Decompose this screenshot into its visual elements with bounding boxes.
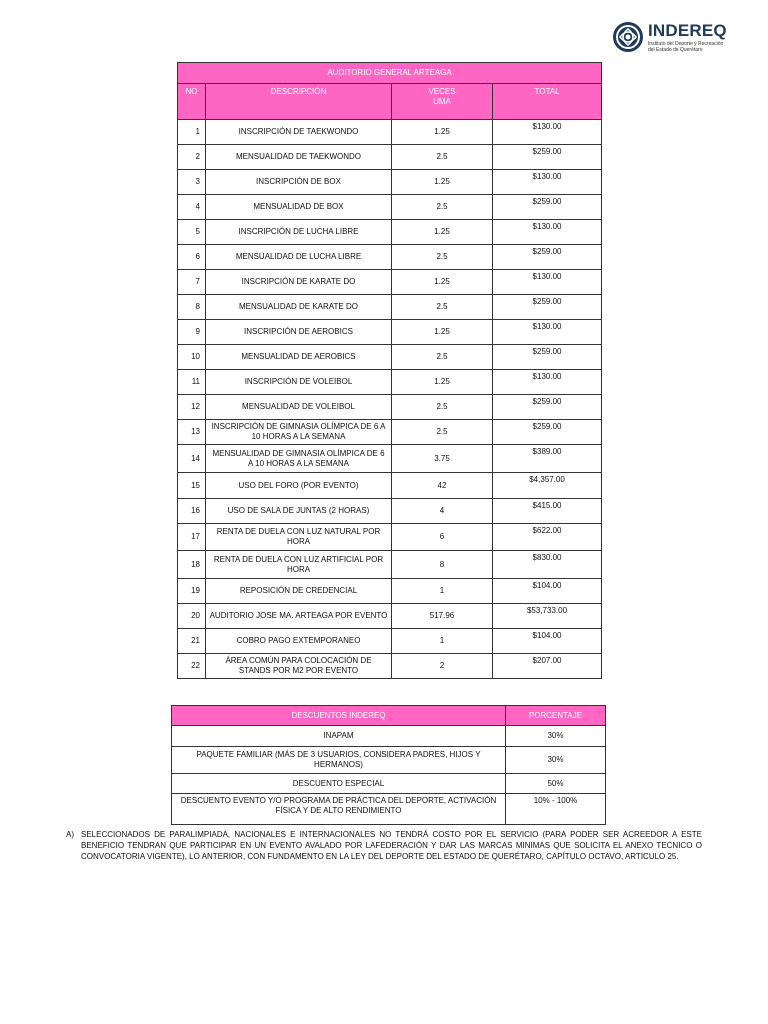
row-veces-uma: 2	[392, 654, 493, 679]
table-row	[178, 499, 602, 524]
row-total: $130.00	[493, 320, 602, 345]
table-row	[178, 579, 602, 604]
footnote-text: SELECCIONADOS DE PARALIMPIADA, NACIONALES E INTERNACIONALES NO TENDRÁ COSTO POR EL SERVICIO (PARA PODER SER ACREEDOR A ESTE BENEFICIO TENDRAN QUE PARTICIPAR EN UN EVENTO AVALADO POR LAFEDERACIÓN Y DAR LAS MARCAS MINIMAS QUE SOLICITA EL ANEXO TECNICO O CONVOCATORIA VIGENTE), LO ANTERIOR, CON FUNDAMENTO EN LA LEY DEL DEPORTE DEL ESTADO DE QUERÉTARO, CAPÍTULO OCTAVO, ARTICULO 25.	[81, 830, 702, 861]
row-veces-uma: 2.5	[392, 345, 493, 370]
logo-subtitle-1: Instituto del Deporte y Recreación	[648, 40, 724, 47]
table-row	[178, 604, 602, 629]
table-row	[178, 654, 602, 679]
row-total: $389.00	[493, 445, 602, 473]
row-veces-uma: 4	[392, 499, 493, 524]
table-row	[178, 473, 602, 499]
row-description: REPOSICIÓN DE CREDENCIAL	[206, 579, 392, 604]
row-total: $259.00	[493, 195, 602, 220]
table-row	[178, 445, 602, 473]
indereq-knot-logo-icon	[612, 21, 644, 53]
row-total: $4,357.00	[493, 473, 602, 499]
discount-description: INAPAM	[172, 726, 506, 747]
row-veces-uma: 3.75	[392, 445, 493, 473]
table-row	[178, 245, 602, 270]
table-row	[178, 320, 602, 345]
header-description: DESCRIPCIÓN	[206, 84, 392, 120]
row-description: INSCRIPCIÓN DE AEROBICS	[206, 320, 392, 345]
table-row	[178, 195, 602, 220]
row-number: 11	[178, 370, 206, 395]
row-veces-uma: 1.25	[392, 270, 493, 295]
row-veces-uma: 1	[392, 579, 493, 604]
discount-row	[172, 794, 606, 825]
row-veces-uma: 2.5	[392, 245, 493, 270]
discount-header-row	[172, 706, 606, 726]
row-veces-uma: 2.5	[392, 145, 493, 170]
row-veces-uma: 1.25	[392, 320, 493, 345]
row-total: $830.00	[493, 551, 602, 579]
row-description: MENSUALIDAD DE AEROBICS	[206, 345, 392, 370]
row-number: 4	[178, 195, 206, 220]
row-description: MENSUALIDAD DE KARATE DO	[206, 295, 392, 320]
row-veces-uma: 2.5	[392, 195, 493, 220]
table-row	[178, 145, 602, 170]
row-description: INSCRIPCIÓN DE KARATE DO	[206, 270, 392, 295]
header-uma: UMA	[433, 97, 451, 106]
row-veces-uma: 1.25	[392, 220, 493, 245]
discount-row	[172, 747, 606, 774]
discount-table	[171, 705, 606, 825]
row-total: $130.00	[493, 370, 602, 395]
discount-description: DESCUENTO EVENTO Y/O PROGRAMA DE PRÁCTICA DEL DEPORTE, ACTIVACIÓN FÍSICA Y DE ALTO RENDIMIENTO	[172, 794, 506, 825]
row-number: 16	[178, 499, 206, 524]
row-number: 20	[178, 604, 206, 629]
row-veces-uma: 8	[392, 551, 493, 579]
row-description: COBRO PAGO EXTEMPORANEO	[206, 629, 392, 654]
row-description: ÁREA COMÚN PARA COLOCACIÓN DE STANDS POR M2 POR EVENTO	[206, 654, 392, 679]
row-number: 18	[178, 551, 206, 579]
discount-percent: 10% - 100%	[506, 794, 606, 825]
row-veces-uma: 6	[392, 524, 493, 551]
row-veces-uma: 1.25	[392, 370, 493, 395]
discount-row	[172, 726, 606, 747]
footnote-marker: A)	[66, 830, 74, 839]
discount-header-percent: PORCENTAJE	[506, 706, 606, 726]
footnote	[68, 829, 702, 862]
discount-description: PAQUETE FAMILIAR (MÁS DE 3 USUARIOS, CONSIDERA PADRES, HIJOS Y HERMANOS)	[172, 747, 506, 774]
table-row	[178, 345, 602, 370]
table-row	[178, 370, 602, 395]
table-title-row	[178, 63, 602, 84]
header-veces: VECES	[428, 87, 456, 96]
header-veces-uma	[392, 84, 493, 120]
table-header-row	[178, 84, 602, 120]
row-veces-uma: 42	[392, 473, 493, 499]
discount-percent: 30%	[506, 747, 606, 774]
row-number: 9	[178, 320, 206, 345]
row-description: INSCRIPCIÓN DE VOLEIBOL	[206, 370, 392, 395]
row-total: $259.00	[493, 295, 602, 320]
row-total: $207.00	[493, 654, 602, 679]
row-total: $259.00	[493, 245, 602, 270]
row-description: MENSUALIDAD DE BOX	[206, 195, 392, 220]
row-total: $104.00	[493, 629, 602, 654]
row-description: INSCRIPCIÓN DE LUCHA LIBRE	[206, 220, 392, 245]
row-number: 1	[178, 120, 206, 145]
logo-name: INDEREQ	[648, 20, 727, 40]
row-number: 22	[178, 654, 206, 679]
row-veces-uma: 1.25	[392, 170, 493, 195]
row-veces-uma: 1	[392, 629, 493, 654]
row-description: USO DE SALA DE JUNTAS (2 HORAS)	[206, 499, 392, 524]
row-total: $415.00	[493, 499, 602, 524]
row-total: $622.00	[493, 524, 602, 551]
row-description: INSCRIPCIÓN DE TAEKWONDO	[206, 120, 392, 145]
discount-percent: 50%	[506, 774, 606, 794]
row-number: 10	[178, 345, 206, 370]
discount-percent: 30%	[506, 726, 606, 747]
row-number: 5	[178, 220, 206, 245]
row-description: MENSUALIDAD DE VOLEIBOL	[206, 395, 392, 420]
discount-header-description: DESCUENTOS INDEREQ	[172, 706, 506, 726]
auditorio-fee-table	[177, 62, 602, 679]
table-title: AUDITORIO GENERAL ARTEAGA	[178, 63, 602, 84]
table-row	[178, 120, 602, 145]
row-number: 17	[178, 524, 206, 551]
row-total: $259.00	[493, 345, 602, 370]
row-total: $259.00	[493, 145, 602, 170]
row-veces-uma: 2.5	[392, 295, 493, 320]
row-number: 12	[178, 395, 206, 420]
header-no: NO	[178, 84, 206, 120]
row-number: 8	[178, 295, 206, 320]
row-total: $130.00	[493, 220, 602, 245]
table-row	[178, 270, 602, 295]
row-veces-uma: 2.5	[392, 420, 493, 445]
logo-subtitle-2: del Estado de Querétaro	[648, 46, 703, 53]
row-number: 14	[178, 445, 206, 473]
row-description: RENTA DE DUELA CON LUZ ARTIFICIAL POR HORA	[206, 551, 392, 579]
table-row	[178, 170, 602, 195]
row-description: MENSUALIDAD DE TAEKWONDO	[206, 145, 392, 170]
table-row	[178, 395, 602, 420]
row-number: 15	[178, 473, 206, 499]
discount-row	[172, 774, 606, 794]
table-row	[178, 220, 602, 245]
row-veces-uma: 1.25	[392, 120, 493, 145]
row-description: INSCRIPCIÓN DE BOX	[206, 170, 392, 195]
row-veces-uma: 517.96	[392, 604, 493, 629]
row-description: INSCRIPCIÓN DE GIMNASIA OLÍMPICA DE 6 A 10 HORAS A LA SEMANA	[206, 420, 392, 445]
row-total: $259.00	[493, 420, 602, 445]
row-description: USO DEL FORO (POR EVENTO)	[206, 473, 392, 499]
row-description: MENSUALIDAD DE GIMNASIA OLÍMPICA DE 6 A 10 HORAS A LA SEMANA	[206, 445, 392, 473]
row-description: AUDITORIO JOSE MA. ARTEAGA POR EVENTO	[206, 604, 392, 629]
row-number: 7	[178, 270, 206, 295]
row-total: $259.00	[493, 395, 602, 420]
row-number: 13	[178, 420, 206, 445]
table-row	[178, 420, 602, 445]
row-number: 3	[178, 170, 206, 195]
row-description: MENSUALIDAD DE LUCHA LIBRE	[206, 245, 392, 270]
row-number: 21	[178, 629, 206, 654]
row-total: $130.00	[493, 170, 602, 195]
row-total: $104.00	[493, 579, 602, 604]
row-veces-uma: 2.5	[392, 395, 493, 420]
table-row	[178, 629, 602, 654]
header-total: TOTAL	[493, 84, 602, 120]
table-row	[178, 551, 602, 579]
row-description: RENTA DE DUELA CON LUZ NATURAL POR HORA	[206, 524, 392, 551]
row-number: 19	[178, 579, 206, 604]
row-total: $130.00	[493, 270, 602, 295]
table-row	[178, 524, 602, 551]
row-total: $53,733.00	[493, 604, 602, 629]
table-row	[178, 295, 602, 320]
row-number: 2	[178, 145, 206, 170]
row-number: 6	[178, 245, 206, 270]
indereq-logo	[612, 20, 762, 54]
discount-description: DESCUENTO ESPECIAL	[172, 774, 506, 794]
row-total: $130.00	[493, 120, 602, 145]
